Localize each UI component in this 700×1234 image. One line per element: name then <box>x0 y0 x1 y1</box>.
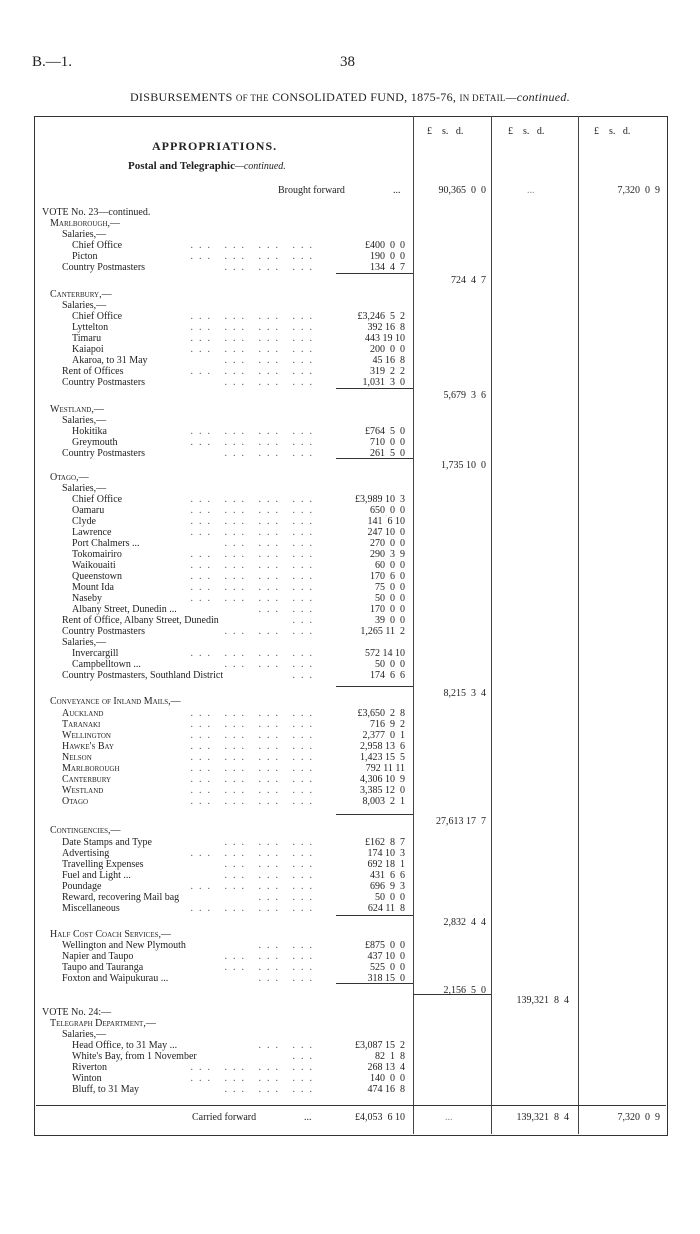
row-label: Salaries,— <box>62 637 107 648</box>
carried-forward-dots: ... <box>304 1112 312 1123</box>
subtotal-rule <box>336 814 413 815</box>
row-label: Poundage <box>62 881 102 892</box>
row-leader-dots: ... ... ... ... <box>190 796 318 807</box>
subtotal-amount: 2,832 4 4 <box>443 917 486 928</box>
row-label: Napier and Taupo <box>62 951 134 962</box>
row-label: Wellington <box>62 730 111 741</box>
row-leader-dots: ... ... ... <box>224 377 318 388</box>
row-amount: 50 0 0 <box>375 593 405 604</box>
subtotal-rule <box>336 273 413 274</box>
row-label: Invercargill <box>72 648 119 659</box>
row-leader-dots: ... ... ... ... <box>190 251 318 262</box>
row-amount: 2,377 0 1 <box>362 730 405 741</box>
row-leader-dots: ... ... ... ... <box>190 582 318 593</box>
carried-rule <box>36 1105 666 1106</box>
row-leader-dots: ... ... ... ... <box>190 763 318 774</box>
row-leader-dots: ... ... ... <box>224 870 318 881</box>
row-label: Tokomairiro <box>72 549 122 560</box>
row-label: Rent of Offices <box>62 366 124 377</box>
row-leader-dots: ... ... ... ... <box>190 505 318 516</box>
row-label: Picton <box>72 251 98 262</box>
col-header-2: £ s. d. <box>508 126 545 137</box>
row-leader-dots: ... ... ... ... <box>190 881 318 892</box>
row-label: Salaries,— <box>62 1029 107 1040</box>
row-amount: 624 11 8 <box>367 903 405 914</box>
row-amount: 710 0 0 <box>370 437 405 448</box>
row-amount: 443 19 10 <box>365 333 405 344</box>
carried-forward-amount: £4,053 6 10 <box>355 1112 405 1123</box>
row-amount: 45 16 8 <box>372 355 405 366</box>
carried-forward-c1: ... <box>445 1112 453 1123</box>
row-label: Chief Office <box>72 240 123 251</box>
row-label: VOTE No. 23—continued. <box>42 207 151 218</box>
subtotal-rule <box>336 458 413 459</box>
row-leader-dots: ... ... ... <box>224 355 318 366</box>
row-leader-dots: ... ... ... ... <box>190 494 318 505</box>
row-label: Westland,— <box>50 404 104 415</box>
row-amount: 290 3 9 <box>370 549 405 560</box>
row-leader-dots: ... ... ... ... <box>190 848 318 859</box>
row-label: Advertising <box>62 848 110 859</box>
row-leader-dots: ... ... ... ... <box>190 311 318 322</box>
row-label: White's Bay, from 1 November <box>72 1051 197 1062</box>
carried-forward-c3: 7,320 0 9 <box>617 1112 660 1123</box>
row-label: VOTE No. 24:— <box>42 1007 112 1018</box>
row-label: Queenstown <box>72 571 122 582</box>
row-amount: 190 0 0 <box>370 251 405 262</box>
row-label: Salaries,— <box>62 300 107 311</box>
row-leader-dots: ... ... ... ... <box>190 1073 318 1084</box>
row-label: Salaries,— <box>62 229 107 240</box>
row-label: Akaroa, to 31 May <box>72 355 148 366</box>
row-label: Waikouaiti <box>72 560 116 571</box>
col-header-1: £ s. d. <box>427 126 464 137</box>
row-leader-dots: ... ... ... ... <box>190 366 318 377</box>
row-label: Nelson <box>62 752 92 763</box>
row-label: Greymouth <box>72 437 118 448</box>
row-leader-dots: ... ... ... <box>224 659 318 670</box>
row-amount: 692 18 1 <box>367 859 405 870</box>
row-label: Salaries,— <box>62 415 107 426</box>
row-amount: 170 6 0 <box>370 571 405 582</box>
row-leader-dots: ... <box>292 1051 318 1062</box>
row-amount: £3,246 5 2 <box>357 311 405 322</box>
row-label: Foxton and Waipukurau ... <box>62 973 169 984</box>
row-label: Hawke's Bay <box>62 741 114 752</box>
row-label: Otago <box>62 796 89 807</box>
row-leader-dots: ... ... <box>258 973 318 984</box>
row-label: Otago,— <box>50 472 89 483</box>
subtotal-amount: 724 4 7 <box>451 275 486 286</box>
row-label: Timaru <box>72 333 102 344</box>
row-leader-dots: ... ... ... ... <box>190 437 318 448</box>
row-label: Kaiapoi <box>72 344 104 355</box>
row-label: Fuel and Light ... <box>62 870 131 881</box>
row-amount: £3,989 10 3 <box>355 494 405 505</box>
row-leader-dots: ... ... <box>258 604 318 615</box>
row-leader-dots: ... ... ... ... <box>190 571 318 582</box>
row-amount: 437 10 0 <box>367 951 405 962</box>
row-leader-dots: ... ... ... ... <box>190 560 318 571</box>
title-of-the: OF THE <box>235 93 269 103</box>
subheading-text: Postal and Telegraphic <box>128 160 235 172</box>
row-amount: 82 1 8 <box>375 1051 405 1062</box>
row-amount: 2,958 13 6 <box>360 741 405 752</box>
row-leader-dots: ... ... ... ... <box>190 344 318 355</box>
row-leader-dots: ... ... ... ... <box>190 903 318 914</box>
row-label: Taupo and Tauranga <box>62 962 144 973</box>
row-amount: 268 13 4 <box>367 1062 405 1073</box>
row-label: Campbelltown ... <box>72 659 141 670</box>
row-amount: 792 11 11 <box>365 763 405 774</box>
row-label: Naseby <box>72 593 102 604</box>
row-leader-dots: ... ... ... ... <box>190 648 318 659</box>
row-label: Canterbury,— <box>50 289 112 300</box>
subtotal-amount: 1,735 10 0 <box>441 460 486 471</box>
row-amount: 716 9 2 <box>370 719 405 730</box>
row-label: Wellington and New Plymouth <box>62 940 186 951</box>
brought-forward-c3: 7,320 0 9 <box>617 185 660 196</box>
row-label: Albany Street, Dunedin ... <box>72 604 177 615</box>
row-label: Reward, recovering Mail bag <box>62 892 180 903</box>
row-label: Contingencies,— <box>50 825 121 836</box>
row-amount: 318 15 0 <box>367 973 405 984</box>
row-leader-dots: ... ... ... ... <box>190 730 318 741</box>
row-label: Lawrence <box>72 527 112 538</box>
row-amount: 200 0 0 <box>370 344 405 355</box>
row-leader-dots: ... ... ... ... <box>190 708 318 719</box>
row-leader-dots: ... <box>292 670 318 681</box>
row-label: Clyde <box>72 516 96 527</box>
row-amount: 431 6 6 <box>370 870 405 881</box>
column-divider-2 <box>491 116 492 1134</box>
title-continued: —continued. <box>505 90 571 104</box>
row-amount: 134 4 7 <box>370 262 405 273</box>
row-amount: 174 10 3 <box>367 848 405 859</box>
row-leader-dots: ... ... ... <box>224 538 318 549</box>
row-label: Country Postmasters <box>62 626 146 637</box>
col-header-3: £ s. d. <box>594 126 631 137</box>
carried-forward-c2: 139,321 8 4 <box>516 1112 569 1123</box>
row-label: Westland <box>62 785 104 796</box>
row-amount: £162 8 7 <box>365 837 405 848</box>
row-label: Half Cost Coach Services,— <box>50 929 172 940</box>
row-label: Winton <box>72 1073 102 1084</box>
row-leader-dots: ... ... ... ... <box>190 741 318 752</box>
row-label: Port Chalmers ... <box>72 538 140 549</box>
brought-forward-c1: 90,365 0 0 <box>438 185 486 196</box>
row-amount: 50 0 0 <box>375 892 405 903</box>
subtotal-amount: 27,613 17 7 <box>436 816 486 827</box>
row-label: Taranaki <box>62 719 101 730</box>
row-leader-dots: ... ... ... ... <box>190 774 318 785</box>
subtotal-rule <box>336 915 413 916</box>
row-label: Date Stamps and Type <box>62 837 152 848</box>
row-label: Country Postmasters <box>62 448 146 459</box>
row-amount: 39 0 0 <box>375 615 405 626</box>
subtotal-rule <box>336 983 413 984</box>
row-amount: 140 0 0 <box>370 1073 405 1084</box>
row-amount: 650 0 0 <box>370 505 405 516</box>
title-in-detail: IN DETAIL <box>459 93 506 103</box>
brought-forward-dots: ... <box>393 185 401 196</box>
row-amount: £875 0 0 <box>365 940 405 951</box>
row-leader-dots: ... <box>292 615 318 626</box>
row-label: Canterbury <box>62 774 112 785</box>
row-amount: 141 6 10 <box>367 516 405 527</box>
row-label: Hokitika <box>72 426 107 437</box>
row-amount: 270 0 0 <box>370 538 405 549</box>
row-leader-dots: ... ... <box>258 892 318 903</box>
row-leader-dots: ... ... ... ... <box>190 426 318 437</box>
row-leader-dots: ... ... ... <box>224 626 318 637</box>
title-fund: CONSOLIDATED FUND, 1875-76, <box>272 90 457 104</box>
brought-forward-label: Brought forward <box>278 185 345 196</box>
row-amount: 525 0 0 <box>370 962 405 973</box>
row-leader-dots: ... ... ... ... <box>190 527 318 538</box>
row-label: Telegraph Department,— <box>50 1018 156 1029</box>
column-divider-1 <box>413 116 414 1134</box>
subtotal-rule <box>336 686 413 687</box>
row-label: Head Office, to 31 May ... <box>72 1040 178 1051</box>
row-amount: 572 14 10 <box>365 648 405 659</box>
report-code: B.—1. <box>32 54 73 70</box>
subtotal-amount: 5,679 3 6 <box>443 390 486 401</box>
row-amount: 8,003 2 1 <box>362 796 405 807</box>
row-leader-dots: ... ... ... ... <box>190 322 318 333</box>
row-label: Bluff, to 31 May <box>72 1084 140 1095</box>
row-label: Rent of Office, Albany Street, Dunedin <box>62 615 219 626</box>
row-amount: 50 0 0 <box>375 659 405 670</box>
subtotal-rule <box>336 388 413 389</box>
row-amount: £3,087 15 2 <box>355 1040 405 1051</box>
row-leader-dots: ... ... ... ... <box>190 549 318 560</box>
row-amount: 75 0 0 <box>375 582 405 593</box>
row-leader-dots: ... ... ... <box>224 448 318 459</box>
row-leader-dots: ... ... ... <box>224 962 318 973</box>
row-amount: 247 10 0 <box>367 527 405 538</box>
row-leader-dots: ... ... ... <box>224 262 318 273</box>
subtotal-amount: 2,156 5 0 <box>443 985 486 996</box>
row-amount: 696 9 3 <box>370 881 405 892</box>
row-label: Chief Office <box>72 311 123 322</box>
page-title <box>0 90 700 105</box>
row-leader-dots: ... ... ... ... <box>190 516 318 527</box>
appropriations-heading: APPROPRIATIONS. <box>152 139 278 153</box>
row-label: Country Postmasters <box>62 377 146 388</box>
row-amount: £3,650 2 8 <box>357 708 405 719</box>
row-amount: 319 2 2 <box>370 366 405 377</box>
row-label: Marlborough,— <box>50 218 121 229</box>
row-leader-dots: ... ... ... ... <box>190 240 318 251</box>
row-amount: 1,031 3 0 <box>362 377 405 388</box>
row-label: Riverton <box>72 1062 107 1073</box>
vote-total-amount: 139,321 8 4 <box>516 995 569 1006</box>
row-leader-dots: ... ... ... ... <box>190 719 318 730</box>
row-leader-dots: ... ... ... <box>224 1084 318 1095</box>
row-label: Country Postmasters <box>62 262 146 273</box>
row-leader-dots: ... ... <box>258 1040 318 1051</box>
row-label: Salaries,— <box>62 483 107 494</box>
row-leader-dots: ... ... ... ... <box>190 785 318 796</box>
row-leader-dots: ... ... ... ... <box>190 593 318 604</box>
row-label: Oamaru <box>72 505 105 516</box>
row-amount: 1,423 15 5 <box>360 752 405 763</box>
row-label: Conveyance of Inland Mails,— <box>50 696 181 707</box>
row-amount: £764 5 0 <box>365 426 405 437</box>
row-amount: 60 0 0 <box>375 560 405 571</box>
row-amount: 261 5 0 <box>370 448 405 459</box>
row-leader-dots: ... ... ... ... <box>190 333 318 344</box>
row-leader-dots: ... ... <box>258 940 318 951</box>
row-label: Marlborough <box>62 763 120 774</box>
row-leader-dots: ... ... ... ... <box>190 1062 318 1073</box>
subheading-continued: —continued. <box>234 161 286 172</box>
page-number: 38 <box>340 54 355 70</box>
row-label: Chief Office <box>72 494 123 505</box>
row-leader-dots: ... ... ... <box>224 951 318 962</box>
title-main: DISBURSEMENTS <box>129 90 233 104</box>
row-amount: 4,306 10 9 <box>360 774 405 785</box>
subheading <box>128 161 286 172</box>
row-amount: 170 0 0 <box>370 604 405 615</box>
row-label: Lyttelton <box>72 322 109 333</box>
row-label: Auckland <box>62 708 104 719</box>
row-amount: 474 16 8 <box>367 1084 405 1095</box>
row-label: Travelling Expenses <box>62 859 144 870</box>
carried-forward-label: Carried forward <box>192 1112 257 1123</box>
row-label: Mount Ida <box>72 582 114 593</box>
row-amount: 1,265 11 2 <box>360 626 405 637</box>
row-label: Miscellaneous <box>62 903 120 914</box>
row-leader-dots: ... ... ... ... <box>190 752 318 763</box>
column-divider-3 <box>578 116 579 1134</box>
row-leader-dots: ... ... ... <box>224 837 318 848</box>
row-label: Country Postmasters, Southland District <box>62 670 224 681</box>
row-amount: 3,385 12 0 <box>360 785 405 796</box>
row-amount: £400 0 0 <box>365 240 405 251</box>
row-amount: 174 6 6 <box>370 670 405 681</box>
subtotal-amount: 8,215 3 4 <box>443 688 486 699</box>
row-amount: 392 16 8 <box>367 322 405 333</box>
row-leader-dots: ... ... ... <box>224 859 318 870</box>
brought-forward-c2: ... <box>527 185 535 196</box>
